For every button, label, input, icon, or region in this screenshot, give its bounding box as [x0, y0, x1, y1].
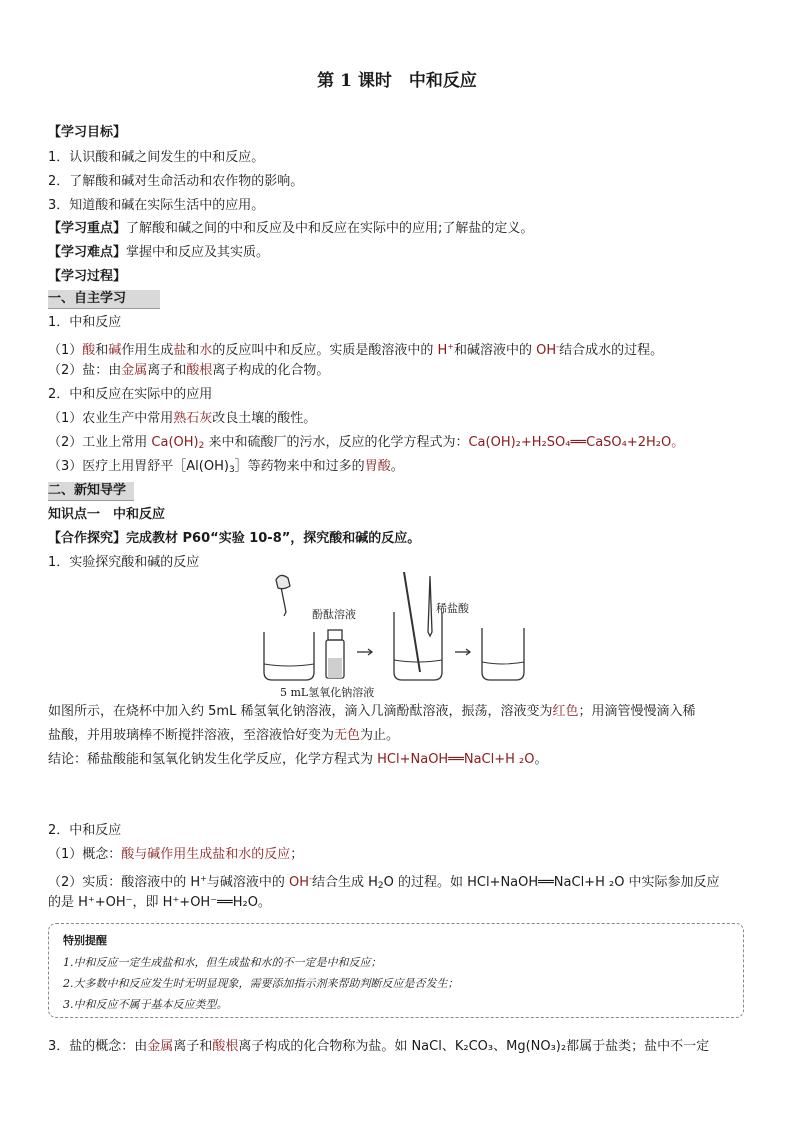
item2-neutralization-title: 2．中和反应 [48, 823, 122, 838]
naoh-label: 5 mL氢氧化钠溶液 [280, 686, 375, 699]
application-agriculture: （1）农业生产中常用熟石灰改良土壤的酸性。 [48, 411, 317, 426]
objective-item: 1．认识酸和碱之间发生的中和反应。 [48, 150, 265, 165]
neutralization-concept: （1）概念：酸与碱作用生成盐和水的反应； [48, 847, 304, 862]
key-points-label: 【学习重点】 [48, 221, 127, 236]
process-header: 【学习过程】 [48, 269, 127, 284]
reminder-item: 3.中和反应不属于基本反应类型。 [63, 998, 228, 1011]
objectives-header: 【学习目标】 [48, 125, 127, 140]
phenolphthalein-label: 酚酞溶液 [312, 608, 356, 621]
key-points [48, 220, 533, 238]
key-points-text: 了解酸和碱之间的中和反应及中和反应在实际中的应用;了解盐的定义。 [126, 221, 534, 236]
section-2-title: 二、新知导学 [48, 482, 134, 501]
explore-task: 【合作探究】完成教材 P60“实验 10-8”，探究酸和碱的反应。 [48, 531, 421, 546]
application-medicine: （3）医疗上用胃舒平$[Al(OH)_3]$等药物来中和过多的胃酸。 [48, 459, 404, 475]
special-reminder-box [48, 923, 744, 1018]
experiment-figure [260, 572, 550, 700]
neutralization-definition: （1）酸和碱作用生成盐和水的反应叫中和反应。实质是酸溶液中的 H+和碱溶液中的 OH-结合成水的过程。 [48, 342, 664, 358]
experiment-procedure-cont: 盐酸，并用玻璃棒不断搅拌溶液，至溶液恰好变为无色为止。 [48, 728, 400, 743]
knowledge-point: 知识点一 中和反应 [48, 507, 166, 522]
hcl-label: 稀盐酸 [436, 602, 469, 615]
application-industry: （2）工业上常用 $Ca(OH)_2$ 来中和硫酸厂的污水，反应的化学方程式为：Ca(OH)₂+H₂SO₄══CaSO₄+2H₂O。 [48, 435, 685, 451]
salt-definition: （2）盐：由金属离子和酸根离子构成的化合物。 [48, 363, 330, 378]
reminder-item: 2.大多数中和反应发生时无明显现象，需要添加指示剂来帮助判断反应是否发生； [63, 977, 459, 990]
item1-title: 1．中和反应 [48, 315, 122, 330]
beaker-diagram [260, 572, 550, 700]
experiment-conclusion: 结论：稀盐酸能和氢氧化钠发生化学反应，化学方程式为 HCl+NaOH══NaCl+H ₂O。 [48, 752, 548, 767]
neutralization-essence-cont: 的是 H⁺+OH⁻，即 H⁺+OH⁻══H₂O。 [48, 895, 271, 910]
objective-item: 2．了解酸和碱对生命活动和农作物的影响。 [48, 174, 304, 189]
salt-concept: 3．盐的概念：由金属离子和酸根离子构成的化合物称为盐。如 NaCl、K₂CO₃、Mg(NO₃)₂都属于盐类；盐中不一定 [48, 1039, 710, 1054]
experiment-procedure: 如图所示，在烧杯中加入约 5mL 稀氢氧化钠溶液，滴入几滴酚酞溶液，振荡，溶液变为红色；用滴管慢慢滴入稀 [48, 704, 696, 719]
experiment-title: 1．实验探究酸和碱的反应 [48, 555, 200, 570]
reminder-item: 1.中和反应一定生成盐和水，但生成盐和水的不一定是中和反应； [63, 956, 382, 969]
reminder-title: 特别提醒 [63, 934, 107, 947]
page-title: 第 1 课时 中和反应 [317, 71, 477, 91]
difficulty-text: 掌握中和反应及其实质。 [126, 245, 270, 260]
item2-title: 2．中和反应在实际中的应用 [48, 387, 213, 402]
difficulty [48, 244, 269, 262]
objective-item: 3．知道酸和碱在实际生活中的应用。 [48, 198, 265, 213]
neutralization-essence: （2）实质：酸溶液中的 H+与碱溶液中的 OH-结合生成 $H_2O$ 的过程。如 HCl+NaOH══NaCl+H ₂O 中实际参加反应 [48, 874, 720, 891]
difficulty-label: 【学习难点】 [48, 245, 127, 260]
section-1-title: 一、自主学习 [48, 290, 160, 309]
